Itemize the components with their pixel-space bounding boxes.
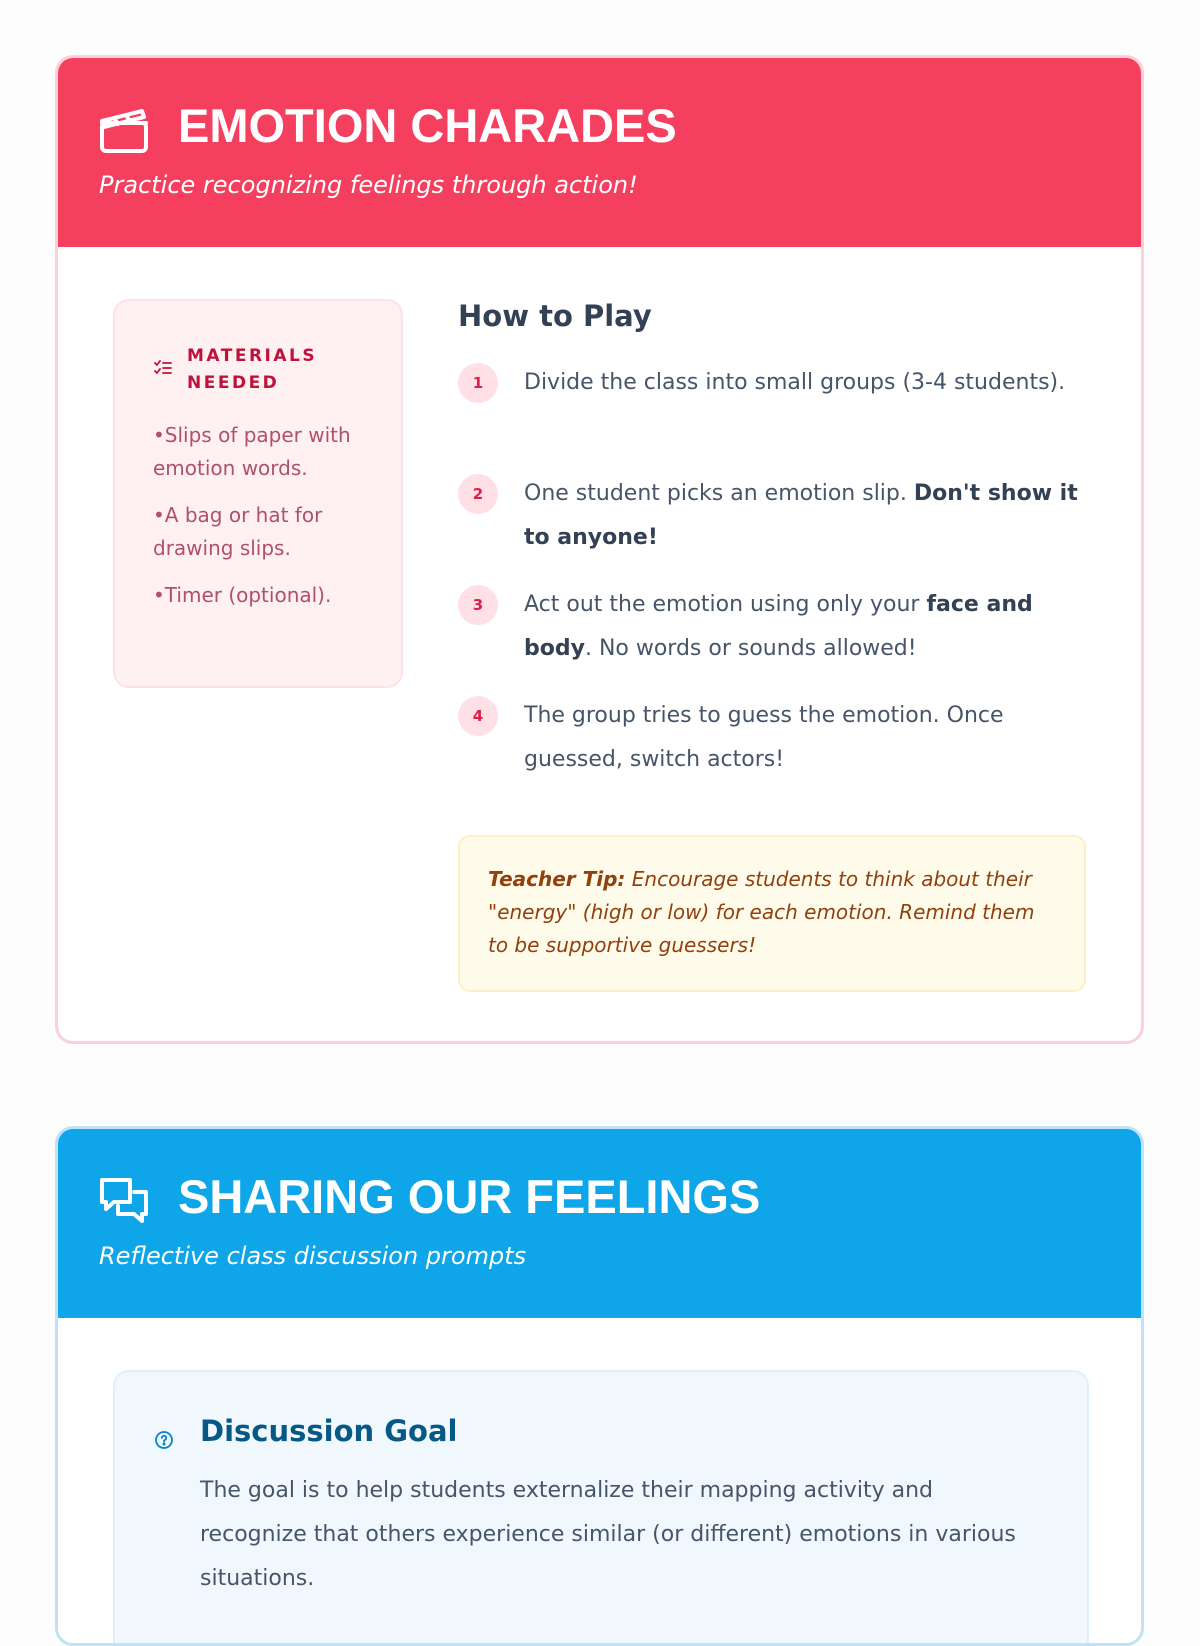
- card-title: SHARING OUR FEELINGS: [178, 1170, 761, 1223]
- teacher-tip-label: Teacher Tip:: [488, 867, 626, 891]
- discussion-goal-box: [113, 1370, 1089, 1646]
- step-number-badge: 1: [458, 363, 498, 403]
- help-circle-icon: [153, 1429, 175, 1451]
- card-subtitle: Reflective class discussion prompts: [99, 1242, 527, 1270]
- clapperboard-icon: [98, 103, 150, 155]
- discussion-goal-text: The goal is to help students externalize their mapping activity and recognize that others experience similar (or different) emotions in various situations.: [200, 1478, 1016, 1591]
- how-to-play-title: How to Play: [458, 299, 652, 333]
- checklist-icon: [153, 358, 173, 378]
- materials-box: [113, 299, 403, 688]
- chat-bubbles-icon: [98, 1174, 150, 1226]
- card-header: [58, 58, 1141, 247]
- materials-heading: MATERIALS NEEDED: [187, 346, 318, 393]
- list-item: • A bag or hat for drawing slips.: [153, 499, 373, 565]
- materials-list: [153, 419, 373, 626]
- teacher-tip-box: [458, 835, 1086, 992]
- step-number-badge: 4: [458, 696, 498, 736]
- sharing-feelings-card: [55, 1126, 1144, 1646]
- list-item: • Slips of paper with emotion words.: [153, 419, 373, 485]
- step-text: Divide the class into small groups (3-4 students).: [524, 370, 1066, 395]
- card-subtitle: Practice recognizing feelings through action!: [99, 171, 638, 199]
- discussion-goal-title: Discussion Goal: [200, 1414, 458, 1448]
- card-title: EMOTION CHARADES: [178, 99, 677, 152]
- emotion-charades-card: [55, 55, 1144, 1044]
- step-text: One student picks an emotion slip. Don't show it to anyone!: [524, 481, 1078, 550]
- card-header: [58, 1129, 1141, 1318]
- list-item: • Timer (optional).: [153, 579, 373, 612]
- step-text: Act out the emotion using only your face and body. No words or sounds allowed!: [524, 592, 1033, 661]
- step-text: The group tries to guess the emotion. Once guessed, switch actors!: [524, 703, 1004, 772]
- step-number-badge: 3: [458, 585, 498, 625]
- teacher-tip-text: Encourage students to think about their "energy" (high or low) for each emotion. Remind them to be supportive guessers!: [488, 867, 1035, 957]
- step-number-badge: 2: [458, 474, 498, 514]
